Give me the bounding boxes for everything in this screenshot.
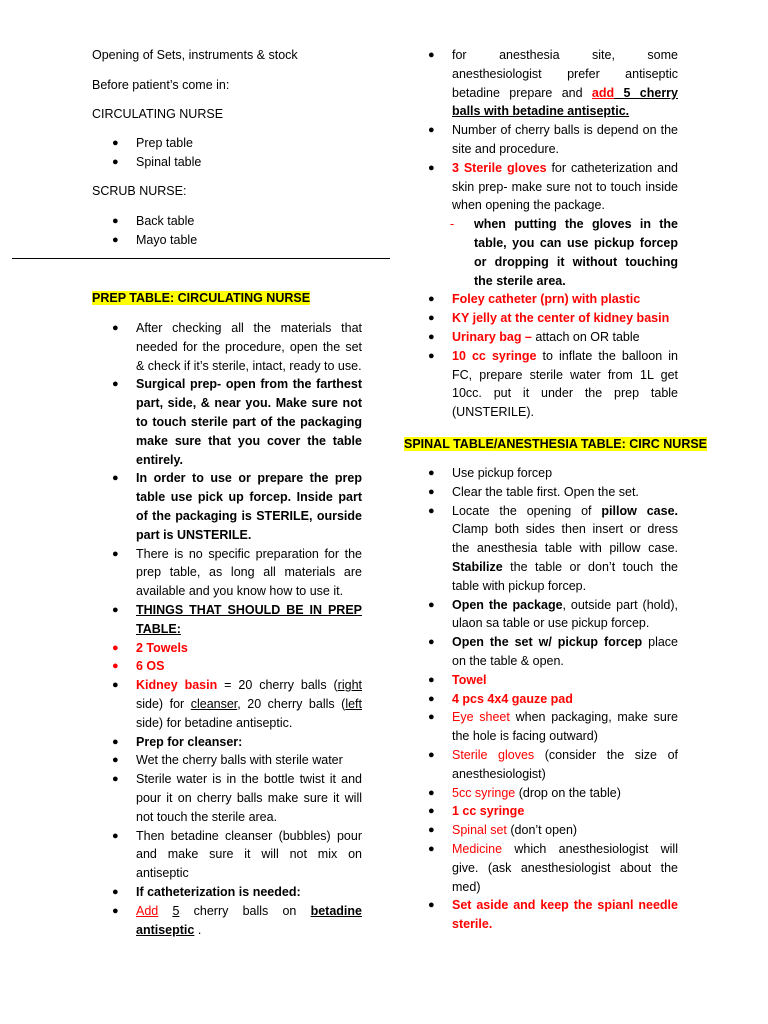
list-item: ● After checking all the materials that needed for the procedure, open the set & check if it’s sterile, intact, ready to use.: [112, 321, 362, 373]
list-item: ● Sterile gloves (consider the size of anesthesiologist): [428, 747, 678, 781]
list-item: ● THINGS THAT SHOULD BE IN PREP TABLE:: [112, 602, 362, 636]
list-item: ● KY jelly at the center of kidney basin: [428, 311, 670, 326]
before-line: Before patient’s come in:: [92, 78, 230, 92]
list-item: ● Mayo table: [112, 232, 198, 247]
list-item: ● Sterile water is in the bottle twist it and pour it on cherry balls make sure it will not touch the sterile area.: [112, 772, 362, 824]
prep-heading: PREP TABLE: CIRCULATING NURSE: [92, 291, 311, 305]
list-item: ● Use pickup forcep: [428, 466, 553, 480]
prep-list-continued: [428, 46, 678, 422]
list-item: ● 3 Sterile gloves for catheterization and skin prep- make sure not to touch inside when opening the package. - when putting the gloves in the table, you can use pickup forcep or dropping it without touching the sterile area.: [452, 159, 678, 291]
list-item: ● Locate the opening of pillow case. Clamp both sides then insert or dress the anesthesia table with pillow case. Stabilize the table or don’t touch the table with pickup forcep.: [428, 503, 678, 593]
list-item: ● Open the set w/ pickup forcep place on the table & open.: [428, 635, 678, 668]
circ-list: [112, 134, 376, 172]
sub-item: - when putting the gloves in the table, you can use pickup forcep or dropping it without touching the sterile area.: [450, 217, 678, 288]
list-item: ● There is no specific preparation for the prep table, as long all materials are available and you know how to use it.: [112, 546, 362, 599]
list-item: ● Prep for cleanser:: [112, 734, 243, 749]
list-item: ● Clear the table first. Open the set.: [428, 484, 639, 499]
list-item: ● Eye sheet when packaging, make sure the hole is facing outward): [428, 710, 679, 744]
list-item: ● Number of cherry balls is depend on the site and procedure.: [428, 123, 678, 156]
list-item: ● Towel: [428, 672, 487, 687]
list-item: ● Wet the cherry balls with sterile water: [112, 753, 343, 768]
list-item: ● In order to use or prepare the prep table use pick up forcep. Inside part of the packaging is STERILE, ourside part is UNSTERILE.: [112, 471, 362, 542]
scrub-list: [112, 212, 376, 250]
scrub-heading: SCRUB NURSE:: [92, 184, 187, 198]
list-item: ● Medicine which anesthesiologist will give. (ask anesthesiologist about the med): [428, 841, 678, 894]
list-item: ● 1 cc syringe: [428, 804, 525, 819]
list-item: ● Then betadine cleanser (bubbles) pour and make sure it will not mix on antiseptic: [112, 828, 362, 881]
list-item: ● for anesthesia site, some anesthesiologist prefer antiseptic betadine prepare and add 5 cherry balls with betadine antiseptic.: [428, 48, 678, 119]
divider-line: [12, 258, 390, 259]
spinal-list: [428, 464, 679, 934]
list-item: ● Set aside and keep the spianl needle sterile.: [428, 898, 678, 932]
list-item: ● Spinal set (don’t open): [428, 823, 578, 838]
doc-title: Opening of Sets, instruments & stock: [92, 48, 298, 62]
list-item: ● Add 5 cherry balls on betadine antiseptic .: [112, 903, 362, 937]
list-item: ● Surgical prep- open from the farthest part, side, & near you. Make sure not to touch sterile part of the packaging make sure that you cover the table entirely.: [112, 377, 362, 467]
list-item: ● Spinal table: [112, 154, 202, 169]
list-item: ● 10 cc syringe to inflate the balloon in FC, prepare sterile water from 1L get 10cc. put it under the prep table (UNSTERILE).: [428, 348, 678, 420]
list-item: ● Urinary bag – attach on OR table: [428, 329, 640, 344]
spinal-heading: SPINAL TABLE/ANESTHESIA TABLE: CIRC NURSE: [404, 437, 708, 451]
list-item: ● Open the package, outside part (hold), ulaon sa table or use pickup forcep.: [428, 597, 678, 631]
list-item: ● 2 Towels: [112, 640, 188, 655]
list-item: ● Kidney basin = 20 cherry balls (right side) for cleanser, 20 cherry balls (left side) for betadine antiseptic.: [112, 678, 362, 730]
list-item: ● 6 OS: [112, 659, 165, 674]
list-item: ● 4 pcs 4x4 gauze pad: [428, 691, 573, 706]
list-item: ● Back table: [112, 214, 195, 228]
list-item: ● Foley catheter (prn) with plastic: [428, 292, 641, 307]
list-item: ● Prep table: [112, 136, 193, 150]
list-item: ● If catheterization is needed:: [112, 884, 301, 899]
circ-heading: CIRCULATING NURSE: [92, 107, 224, 121]
prep-list: [112, 319, 362, 939]
list-item: ● 5cc syringe (drop on the table): [428, 785, 621, 800]
